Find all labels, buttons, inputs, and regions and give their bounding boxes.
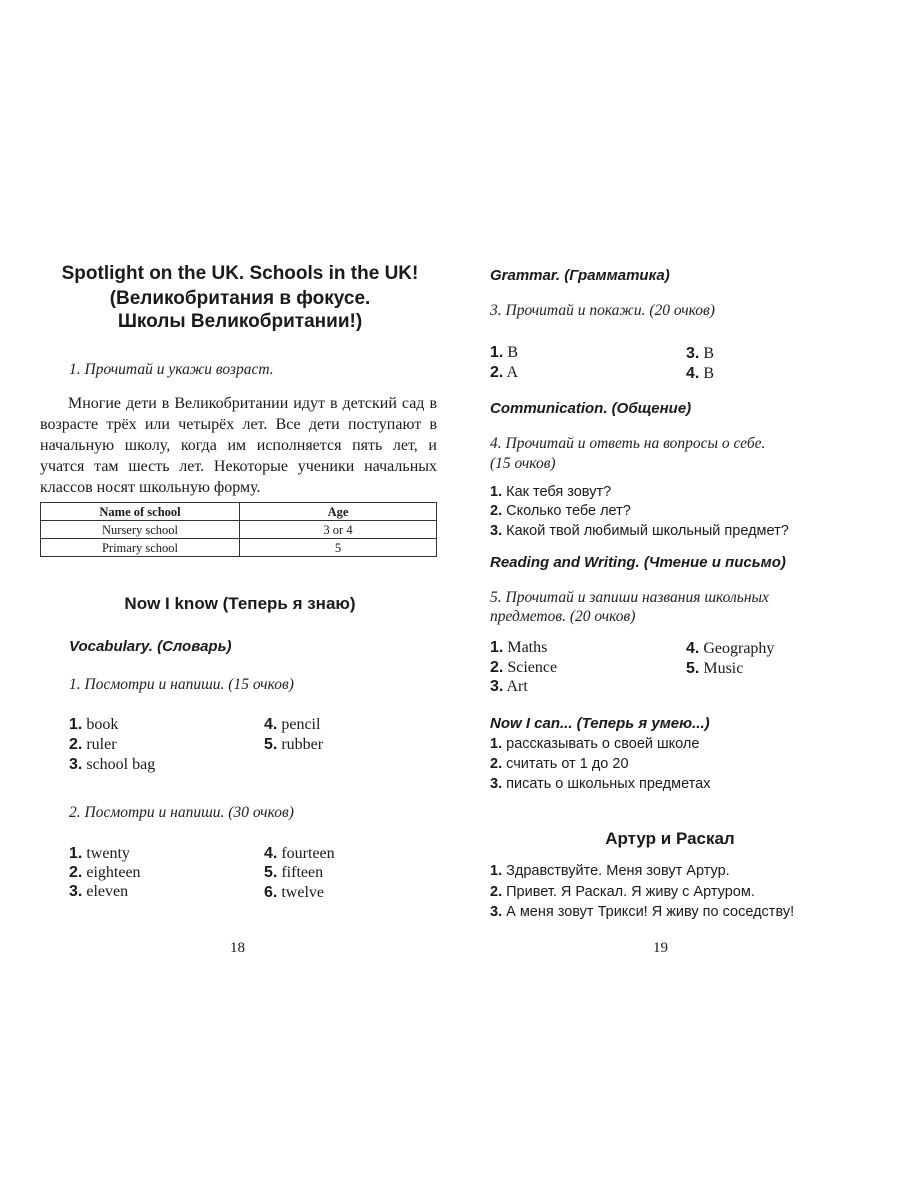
list-item: 2. Science — [490, 659, 558, 676]
list-item: 1. Здравствуйте. Меня зовут Артур. — [490, 863, 730, 879]
list-item: 3. eleven — [69, 883, 129, 900]
list-item: 3. Какой твой любимый школьный предмет? — [490, 523, 789, 539]
vocabulary-heading: Vocabulary. (Словарь) — [69, 638, 232, 655]
reading-task-line-2: предметов. (20 очков) — [490, 608, 636, 625]
list-item: 5. Music — [686, 660, 744, 677]
list-item: 1. twenty — [69, 845, 130, 862]
list-item: 1. Как тебя зовут? — [490, 484, 612, 500]
list-item: 3. B — [686, 345, 715, 362]
list-item: 3. school bag — [69, 756, 156, 773]
intro-paragraph: Многие дети в Великобритании идут в детский сад в возрасте трёх или четырёх лет. Все дети поступают в начальную школу, когда им исполняется пять лет, и учатся там шесть лет. Некоторые ученики начальных классов носят школьную форму. — [40, 395, 437, 496]
list-item: 2. Привет. Я Раскал. Я живу с Артуром. — [490, 884, 755, 900]
list-item: 2. Сколько тебе лет? — [490, 503, 631, 519]
communication-task-line-2: (15 очков) — [490, 455, 556, 472]
page-title-line-3: Школы Великобритании!) — [117, 311, 363, 332]
list-item: 3. писать о школьных предметах — [490, 776, 711, 792]
page-title-line-2: (Великобритания в фокусе. — [109, 288, 371, 309]
table-row — [41, 521, 437, 539]
list-item: 1. рассказывать о своей школе — [490, 736, 700, 752]
page-title-line-1: Spotlight on the UK. Schools in the UK! — [61, 263, 419, 284]
list-item: 4. fourteen — [264, 845, 335, 862]
list-item: 6. twelve — [264, 884, 324, 901]
list-item: 5. rubber — [264, 736, 324, 753]
list-item: 2. A — [490, 364, 519, 381]
table-cell: Nursery school — [41, 521, 240, 539]
school-age-table — [40, 502, 437, 557]
list-item: 2. ruler — [69, 736, 117, 753]
table-header-cell: Age — [240, 503, 437, 521]
list-item: 1. book — [69, 716, 119, 733]
list-item: 4. B — [686, 365, 715, 382]
page-number: 19 — [653, 940, 668, 956]
list-item: 4. pencil — [264, 716, 321, 733]
table-header-cell: Name of school — [41, 503, 240, 521]
communication-heading: Communication. (Общение) — [490, 400, 692, 417]
page-number: 18 — [230, 940, 245, 956]
communication-task-line-1: 4. Прочитай и ответь на вопросы о себе. — [490, 435, 766, 452]
table-header-row — [41, 503, 437, 521]
reading-writing-heading: Reading and Writing. (Чтение и письмо) — [490, 554, 786, 571]
now-i-can-heading: Now I can... (Теперь я умею...) — [490, 715, 710, 732]
list-item: 4. Geography — [686, 640, 775, 657]
reading-task-line-1: 5. Прочитай и запиши названия школьных — [490, 589, 769, 606]
list-item: 1. Maths — [490, 639, 548, 656]
task-1-instruction: 1. Прочитай и укажи возраст. — [69, 361, 274, 378]
vocab-task-1-instruction: 1. Посмотри и напиши. (15 очков) — [69, 676, 294, 693]
grammar-task-instruction: 3. Прочитай и покажи. (20 очков) — [490, 302, 715, 319]
table-cell: 5 — [240, 539, 437, 557]
list-item: 2. eighteen — [69, 864, 141, 881]
table-row — [41, 539, 437, 557]
list-item: 5. fifteen — [264, 864, 324, 881]
table-cell: 3 or 4 — [240, 521, 437, 539]
list-item: 2. считать от 1 до 20 — [490, 756, 629, 772]
list-item: 3. А меня зовут Трикси! Я живу по соседству! — [490, 904, 795, 920]
story-title: Артур и Раскал — [605, 829, 735, 848]
table-cell: Primary school — [41, 539, 240, 557]
now-i-know-heading: Now I know (Теперь я знаю) — [124, 594, 356, 613]
list-item: 3. Art — [490, 678, 528, 695]
vocab-task-2-instruction: 2. Посмотри и напиши. (30 очков) — [69, 804, 294, 821]
grammar-heading: Grammar. (Грамматика) — [490, 267, 670, 284]
list-item: 1. B — [490, 344, 519, 361]
